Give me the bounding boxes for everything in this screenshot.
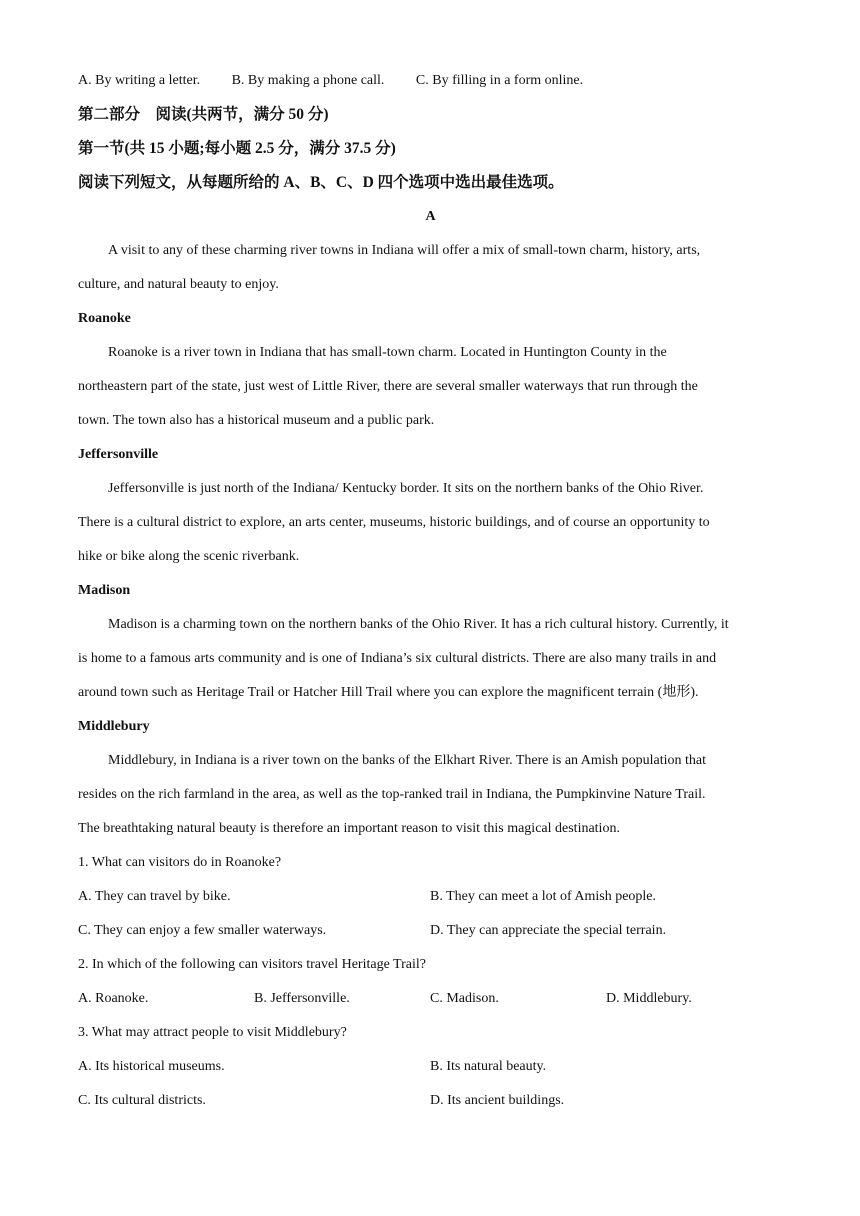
paragraph-line: northeastern part of the state, just west of Little River, there are several smaller waterways that run through the — [78, 379, 698, 394]
option-b: B. Its natural beauty. — [430, 1059, 547, 1074]
passage-intro-line: culture, and natural beauty to enjoy. — [78, 277, 279, 292]
option-c: C. Its cultural districts. — [78, 1093, 206, 1108]
option-b: B. Jeffersonville. — [254, 991, 350, 1006]
question-2-options-row — [78, 982, 783, 1016]
question-1-options-row — [78, 880, 783, 914]
paragraph-line: town. The town also has a historical museum and a public park. — [78, 413, 435, 428]
instruction: 阅读下列短文，从每题所给的 A、B、C、D 四个选项中选出最佳选项。 — [78, 174, 564, 191]
passage-label: A — [425, 209, 436, 224]
paragraph-line: Roanoke is a river town in Indiana that has small-town charm. Located in Huntington County in the — [108, 345, 667, 360]
paragraph-line: Madison is a charming town on the northern banks of the Ohio River. It has a rich cultural history. Currently, it — [108, 617, 729, 632]
section-part-heading: 第二部分 阅读(共两节，满分 50 分) — [78, 106, 329, 123]
section-sub-heading: 第一节(共 15 小题;每小题 2.5 分，满分 37.5 分) — [78, 140, 396, 157]
question-1-stem: 1. What can visitors do in Roanoke? — [78, 855, 282, 870]
paragraph-line: There is a cultural district to explore, an arts center, museums, historic buildings, and of course an opportunity to — [78, 515, 710, 530]
option-a: A. They can travel by bike. — [78, 889, 231, 904]
option-c: C. Madison. — [430, 991, 499, 1006]
passage-intro-line: A visit to any of these charming river towns in Indiana will offer a mix of small-town charm, history, arts, — [108, 243, 701, 258]
option-d: D. Middlebury. — [606, 991, 692, 1006]
question-3-options-row — [78, 1050, 783, 1084]
option-c: C. They can enjoy a few smaller waterways. — [78, 923, 327, 938]
option-a: A. By writing a letter. — [78, 73, 201, 88]
town-heading-madison: Madison — [78, 583, 131, 598]
paragraph-line: The breathtaking natural beauty is therefore an important reason to visit this magical destination. — [78, 821, 620, 836]
option-d: D. They can appreciate the special terrain. — [430, 923, 667, 938]
town-heading-roanoke: Roanoke — [78, 311, 131, 326]
option-c: C. By filling in a form online. — [415, 73, 584, 88]
question-3-options-row — [78, 1084, 783, 1118]
option-b: B. They can meet a lot of Amish people. — [430, 889, 657, 904]
paragraph-line: around town such as Heritage Trail or Hatcher Hill Trail where you can explore the magnificent terrain (地形). — [78, 685, 699, 700]
paragraph-line: Jeffersonville is just north of the Indiana/ Kentucky border. It sits on the northern banks of the Ohio River. — [108, 481, 704, 496]
town-heading-middlebury: Middlebury — [78, 719, 150, 734]
option-d: D. Its ancient buildings. — [430, 1093, 565, 1108]
paragraph-line: hike or bike along the scenic riverbank. — [78, 549, 300, 564]
question-3-stem: 3. What may attract people to visit Middlebury? — [78, 1025, 347, 1040]
option-a: A. Its historical museums. — [78, 1059, 225, 1074]
previous-question-options — [78, 64, 783, 98]
paragraph-line: resides on the rich farmland in the area, as well as the top-ranked trail in Indiana, the Pumpkinvine Nature Trail. — [78, 787, 706, 802]
option-b: B. By making a phone call. — [231, 73, 385, 88]
paragraph-line: Middlebury, in Indiana is a river town on the banks of the Elkhart River. There is an Amish population that — [108, 753, 706, 768]
question-1-options-row — [78, 914, 783, 948]
question-2-stem: 2. In which of the following can visitors travel Heritage Trail? — [78, 957, 426, 972]
option-a: A. Roanoke. — [78, 991, 149, 1006]
exam-page — [78, 64, 783, 1118]
paragraph-line: is home to a famous arts community and is one of Indiana’s six cultural districts. There are also many trails in and — [78, 651, 717, 666]
town-heading-jeffersonville: Jeffersonville — [78, 447, 159, 462]
